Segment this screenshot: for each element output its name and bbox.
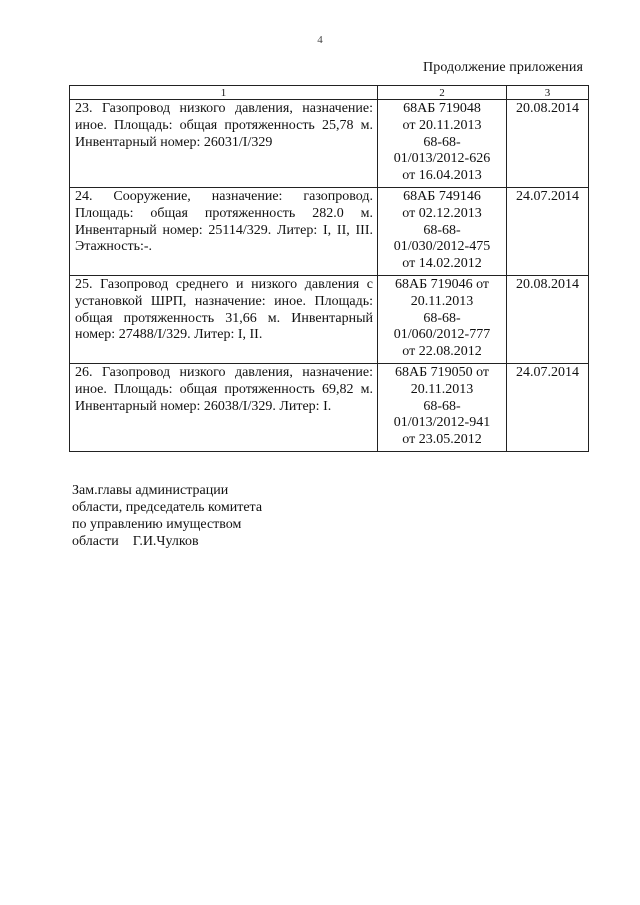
registration-certificate	[378, 275, 507, 363]
signature-line: по управлению имуществом	[72, 517, 242, 532]
certificate-line: от 20.11.2013	[402, 117, 482, 133]
table-row	[70, 100, 589, 188]
certificate-line: 20.11.2013	[410, 381, 474, 397]
table-header-row	[70, 86, 589, 100]
registration-certificate	[378, 363, 507, 451]
certificate-line: 68АБ 719046 от	[394, 276, 490, 292]
certificate-line: 01/013/2012-626	[393, 151, 491, 167]
certificate-line: от 02.12.2013	[402, 205, 482, 221]
column-header: 2	[378, 86, 507, 100]
signature-line: области, председатель комитета	[72, 500, 263, 515]
certificate-line: 01/030/2012-475	[393, 239, 491, 255]
registration-date: 24.07.2014	[507, 363, 589, 451]
property-table	[69, 85, 589, 452]
table-row	[70, 363, 589, 451]
certificate-line: 68-68-	[423, 222, 461, 238]
certificate-line: от 22.08.2012	[402, 344, 482, 360]
certificate-line: 68АБ 719050 от	[394, 364, 490, 380]
certificate-line: 68-68-	[423, 310, 461, 326]
signature-line: области Г.И.Чулков	[72, 534, 199, 549]
signature-line: Зам.главы администрации	[72, 483, 229, 498]
certificate-line: 01/013/2012-941	[393, 415, 491, 431]
certificate-line: 68-68-	[423, 134, 461, 150]
certificate-line: 01/060/2012-777	[393, 327, 491, 343]
certificate-line: от 23.05.2012	[402, 432, 482, 448]
object-description: 24. Сооружение, назначение: газопровод. Площадь: общая протяженность 282.0 м. Инвентарный номер: 25114/329. Литер: I, II, III. Этажность:-.	[70, 187, 378, 275]
page-number: 4	[317, 34, 323, 46]
certificate-line: от 14.02.2012	[402, 256, 482, 272]
continuation-label: Продолжение приложения	[423, 60, 583, 75]
column-header: 3	[507, 86, 589, 100]
object-description: 25. Газопровод среднего и низкого давления с установкой ШРП, назначение: иное. Площадь: общая протяженность 31,66 м. Инвентарный номер: 27488/I/329. Литер: I, II.	[70, 275, 378, 363]
certificate-line: 20.11.2013	[410, 293, 474, 309]
certificate-line: 68АБ 719048	[403, 101, 481, 116]
certificate-line: 68АБ 749146	[403, 188, 481, 204]
table-row	[70, 187, 589, 275]
column-header: 1	[70, 86, 378, 100]
certificate-line: 68-68-	[423, 398, 461, 414]
object-description: 26. Газопровод низкого давления, назначение: иное. Площадь: общая протяженность 69,82 м. Инвентарный номер: 26038/I/329. Литер: I.	[70, 363, 378, 451]
registration-date: 20.08.2014	[507, 275, 589, 363]
registration-certificate	[378, 100, 507, 188]
signature-block	[72, 482, 262, 550]
registration-date: 24.07.2014	[507, 187, 589, 275]
certificate-line: от 16.04.2013	[402, 168, 482, 184]
object-description: 23. Газопровод низкого давления, назначение: иное. Площадь: общая протяженность 25,78 м. Инвентарный номер: 26031/I/329	[70, 100, 378, 188]
registration-date: 20.08.2014	[507, 100, 589, 188]
table-row	[70, 275, 589, 363]
registration-certificate	[378, 187, 507, 275]
